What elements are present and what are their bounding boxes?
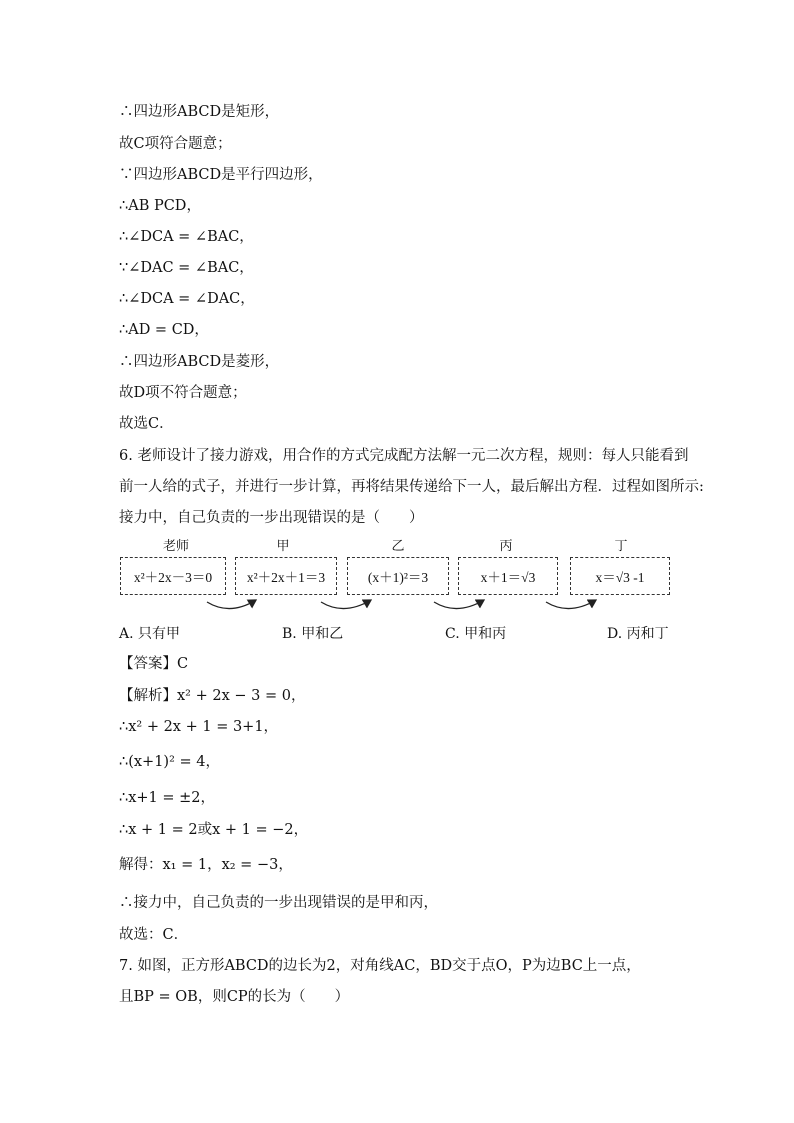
text-line: ∴AB PCD，	[119, 198, 201, 214]
arrow-icon	[321, 600, 371, 609]
relay-box: x²＋2x－3＝0	[120, 557, 226, 595]
relay-label: 乙	[391, 539, 405, 554]
text-line: ∵∠DAC = ∠BAC，	[119, 260, 254, 276]
text-line: 故选C．	[119, 416, 174, 432]
text-line: ∴四边形ABCD是矩形，	[119, 104, 280, 120]
solution-line: 解得：x₁ = 1，x₂ = −3，	[119, 857, 293, 873]
text-line: 故C项符合题意；	[119, 136, 232, 152]
text-line: ∴∠DCA = ∠BAC，	[119, 229, 254, 245]
arrow-icon	[207, 600, 256, 609]
question-text: 前一人给的式子，并进行一步计算，再将结果传递给下一人，最后解出方程．过程如图所示:	[119, 479, 704, 495]
question-text: 且BP = OB，则CP的长为（ ）	[119, 989, 350, 1005]
solution-line: ∴x+1 = ±2，	[119, 790, 216, 806]
relay-box: (x＋1)²＝3	[347, 557, 449, 595]
solution-line: ∴(x+1)² = 4，	[119, 754, 220, 770]
arrow-icon	[434, 600, 484, 609]
relay-label: 甲	[276, 539, 290, 554]
option-a: A. 只有甲	[119, 626, 181, 642]
option-c: C. 甲和丙	[445, 626, 507, 642]
text-line: ∴AD = CD，	[119, 322, 209, 338]
relay-label: 丁	[614, 539, 628, 554]
question-text: 接力中，自己负责的一步出现错误的是（ ）	[119, 510, 424, 526]
text-line: ∵四边形ABCD是平行四边形，	[119, 167, 323, 183]
solution-line: ∴x + 1 = 2或x + 1 = −2，	[119, 822, 309, 838]
text-line: 故D项不符合题意；	[119, 385, 247, 401]
solution-line: 【解析】x² + 2x − 3 = 0，	[119, 688, 306, 704]
text-line: ∴四边形ABCD是菱形，	[119, 354, 280, 370]
arrow-icon	[546, 600, 596, 609]
option-b: B. 甲和乙	[282, 626, 344, 642]
relay-label: 老师	[162, 539, 189, 554]
option-d: D. 丙和丁	[607, 626, 669, 642]
solution-line: ∴x² + 2x + 1 = 3+1，	[119, 719, 279, 735]
relay-box: x＝√3 -1	[570, 557, 670, 595]
question-text: 6. 老师设计了接力游戏，用合作的方式完成配方法解一元二次方程，规则：每人只能看到	[119, 448, 689, 464]
relay-box: x＋1＝√3	[458, 557, 558, 595]
question-text: 7. 如图，正方形ABCD的边长为2，对角线AC，BD交于点O，P为边BC上一点，	[119, 958, 641, 974]
solution-line: 故选：C．	[119, 927, 189, 943]
solution-line: ∴接力中，自己负责的一步出现错误的是甲和丙，	[119, 895, 438, 911]
answer-label: 【答案】C	[119, 656, 189, 672]
relay-label: 丙	[499, 539, 513, 554]
text-line: ∴∠DCA = ∠DAC，	[119, 291, 255, 307]
relay-box: x²＋2x＋1＝3	[235, 557, 337, 595]
